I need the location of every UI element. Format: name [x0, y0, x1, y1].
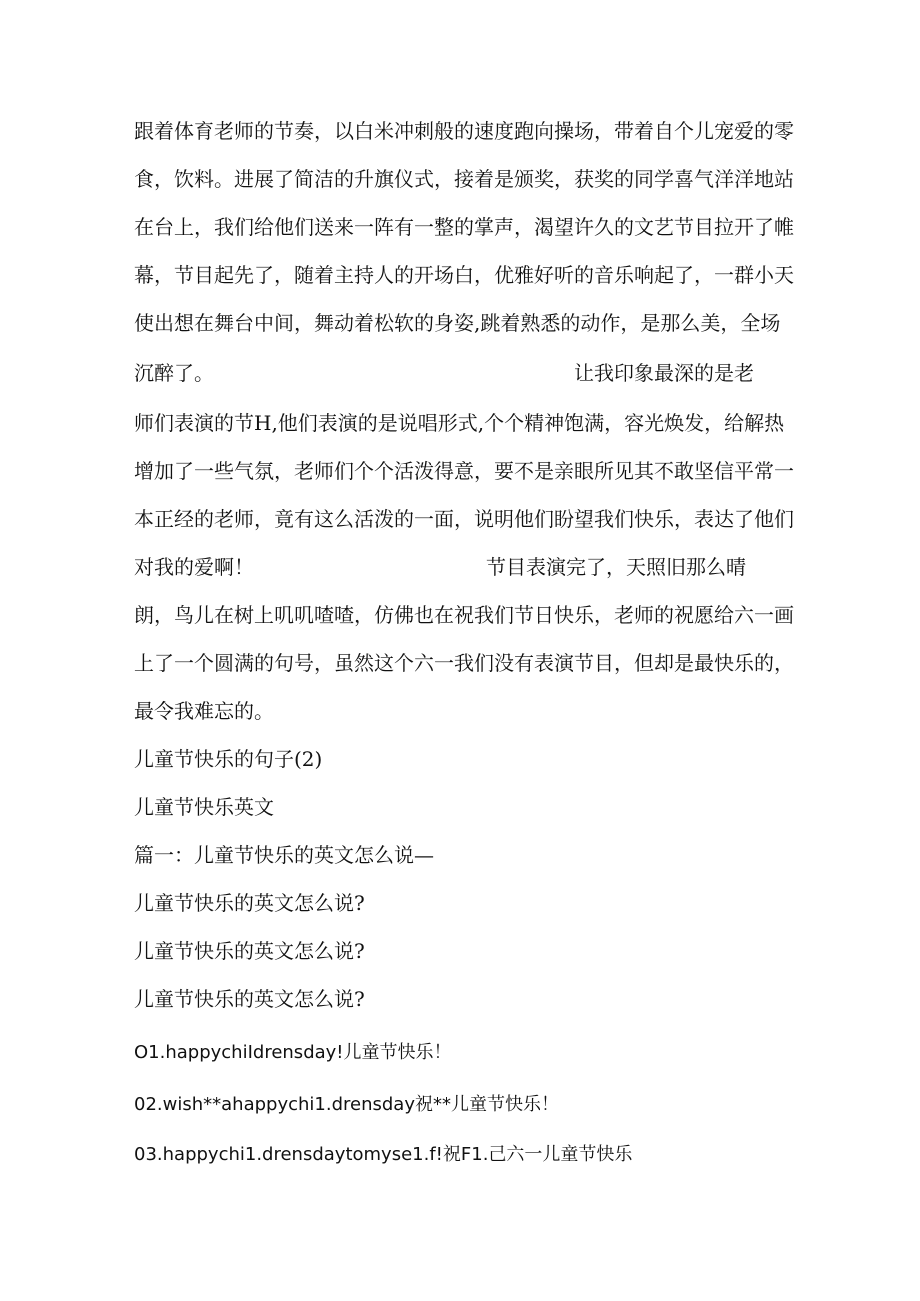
- paragraph-line: 幕，节目起先了，随着主持人的开场白，优雅好听的音乐响起了，一群小天: [134, 263, 794, 287]
- paragraph-line: 增加了一些气氛，老师们个个活泼得意，要不是亲眼所见其不敢坚信平常一: [134, 459, 794, 483]
- phrase-line: 02.wish**ahappychi1.drensday祝**儿童节快乐！: [134, 1094, 559, 1115]
- paragraph-line: 本正经的老师，竟有这么活泼的一面，说明他们盼望我们快乐，表达了他们: [134, 507, 794, 531]
- paragraph-line: 食，饮料。进展了简洁的升旗仪式，接着是颁奖，获奖的同学喜气洋洋地站: [134, 167, 794, 191]
- heading-english: 儿童节快乐英文: [134, 795, 274, 819]
- paragraph-line: 朗，鸟儿在树上叽叽喳喳，仿佛也在祝我们节日快乐，老师的祝愿给六一画: [134, 603, 794, 627]
- phrase-line: 03.happychi1.drensdaytomyse1.f!祝F1.己六一儿童节快乐: [134, 1144, 633, 1165]
- paragraph-line: 在台上，我们给他们送来一阵有一整的掌声，渴望许久的文艺节目拉开了帷: [134, 215, 794, 239]
- paragraph-line: 节目表演完了，天照旧那么晴: [486, 555, 746, 579]
- paragraph-line: 对我的爱啊！: [134, 555, 254, 579]
- paragraph-line: 师们表演的节H,他们表演的是说唱形式,个个精神饱满，容光焕发，给解热: [134, 411, 785, 435]
- paragraph-line: 使出想在舞台中间，舞动着松软的身姿,跳着熟悉的动作，是那么美，全场: [134, 311, 781, 335]
- heading-sentences: 儿童节快乐的句子(2): [134, 747, 323, 771]
- paragraph-line: 最令我难忘的。: [134, 699, 274, 723]
- paragraph-line: 让我印象最深的是老: [574, 361, 754, 385]
- question-line: 儿童节快乐的英文怎么说?: [134, 987, 365, 1011]
- phrase-line: O1.happychiIdrensday!儿童节快乐！: [134, 1042, 452, 1063]
- section-title: 篇一：儿童节快乐的英文怎么说—: [134, 843, 434, 867]
- paragraph-line: 跟着体育老师的节奏，以白米冲刺般的速度跑向操场，带着自个儿宠爱的零: [134, 119, 794, 143]
- paragraph-line: 上了一个圆满的句号，虽然这个六一我们没有表演节目，但却是最快乐的，: [134, 651, 794, 675]
- question-line: 儿童节快乐的英文怎么说?: [134, 939, 365, 963]
- paragraph-line: 沉醉了。: [134, 361, 214, 385]
- question-line: 儿童节快乐的英文怎么说?: [134, 891, 365, 915]
